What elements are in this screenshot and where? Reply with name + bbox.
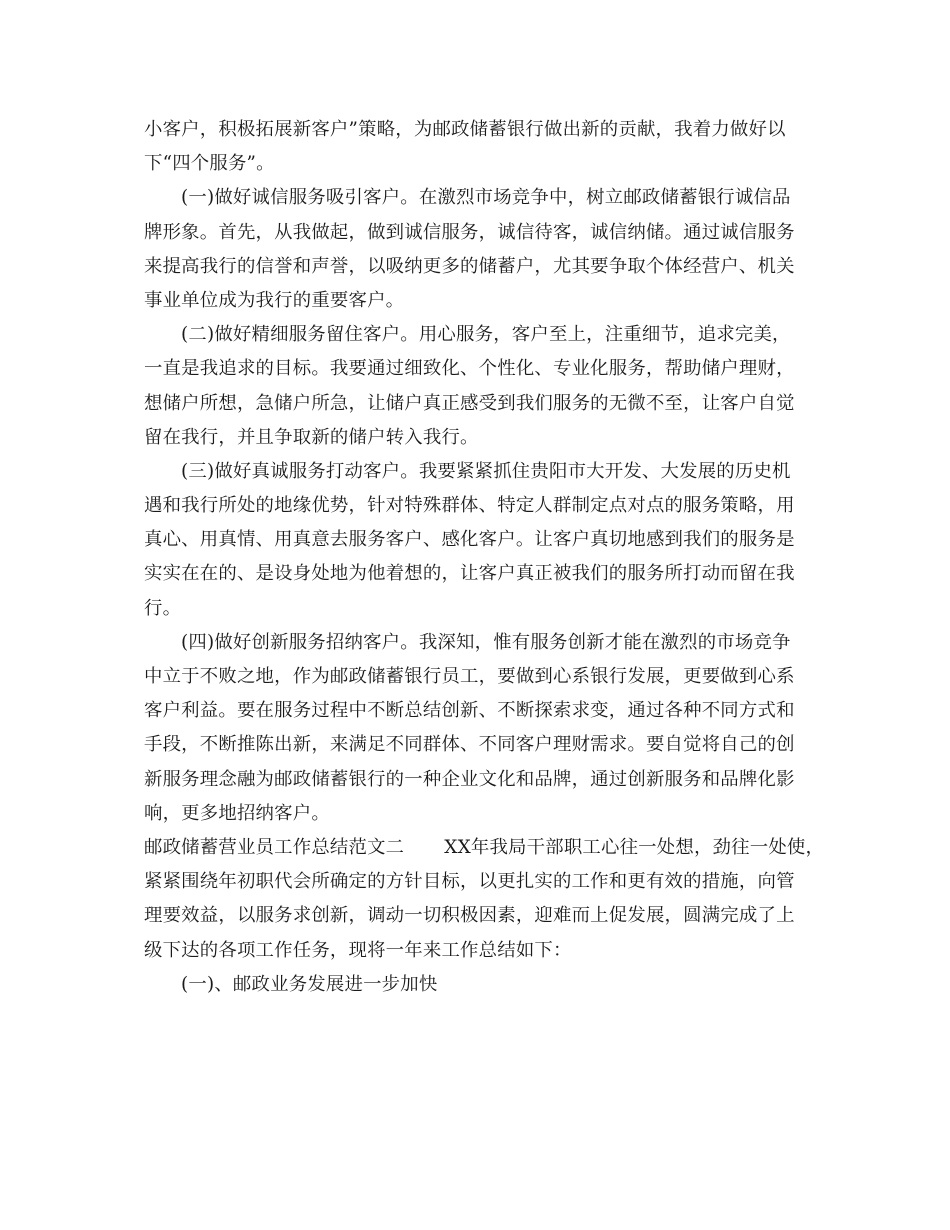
text-line: 来提高我行的信誉和声誉，以吸纳更多的储蓄户，尤其要争取个体经营户、机关 — [144, 255, 795, 277]
text-line: 留在我行，并且争取新的储户转入我行。 — [144, 426, 479, 448]
text-line: 客户利益。要在服务过程中不断总结创新、不断探索求变，通过各种不同方式和 — [144, 700, 795, 722]
section-heading-text: XX年我局干部职工心往一处想，劲往一处使， — [444, 836, 825, 858]
text-line: 级下达的各项工作任务，现将一年来工作总结如下： — [144, 939, 572, 961]
document-body — [144, 113, 825, 1002]
text-line: 响，更多地招纳客户。 — [144, 802, 330, 824]
paragraph-start: (四)做好创新服务招纳客户。我深知，惟有服务创新才能在激烈的市场竞争 — [181, 631, 791, 653]
text-line: 紧紧围绕年初职代会所确定的方针目标，以更扎实的工作和更有效的措施，向管 — [144, 871, 795, 893]
text-line: 小客户，积极拓展新客户”策略，为邮政储蓄银行做出新的贡献，我着力做好以 — [144, 119, 786, 140]
text-line: 理要效益，以服务求创新，调动一切积极因素，迎难而上促发展，圆满完成了上 — [144, 905, 795, 927]
text-line: 中立于不败之地，作为邮政储蓄银行员工，要做到心系银行发展，更要做到心系 — [144, 666, 795, 687]
text-line: 新服务理念融为邮政储蓄银行的一种企业文化和品牌，通过创新服务和品牌化影 — [144, 768, 795, 790]
text-line: 想储户所想，急储户所急，让储户真正感受到我们服务的无微不至，让客户自觉 — [144, 392, 795, 414]
text-line: 一直是我追求的目标。我要通过细致化、个性化、专业化服务，帮助储户理财， — [144, 358, 795, 380]
paragraph-start: (一)做好诚信服务吸引客户。在激烈市场竞争中，树立邮政储蓄银行诚信品 — [181, 187, 791, 209]
section-heading-title: 邮政储蓄营业员工作总结范文二 — [144, 836, 405, 858]
text-line: 真心、用真情、用真意去服务客户、感化客户。让客户真切地感到我们的服务是 — [144, 529, 795, 551]
text-line: 下“四个服务”。 — [144, 153, 275, 175]
paragraph-start: (二)做好精细服务留住客户。用心服务，客户至上，注重细节，追求完美， — [181, 324, 791, 346]
text-line: 手段，不断推陈出新，来满足不同群体、不同客户理财需求。要自觉将自己的创 — [144, 734, 795, 756]
text-line: 行。 — [144, 597, 182, 619]
paragraph-start: (三)做好真诚服务打动客户。我要紧紧抓住贵阳市大开发、大发展的历史机 — [181, 460, 791, 482]
section-heading-line — [144, 831, 825, 865]
text-line: 牌形象。首先，从我做起，做到诚信服务，诚信待客，诚信纳储。通过诚信服务 — [144, 221, 795, 243]
text-line: 遇和我行所处的地缘优势，针对特殊群体、特定人群制定点对点的服务策略，用 — [144, 495, 795, 517]
text-line: 事业单位成为我行的重要客户。 — [144, 289, 405, 311]
subsection-heading: (一)、邮政业务发展进一步加快 — [181, 973, 438, 995]
text-line: 实实在在的、是设身处地为他着想的，让客户真正被我们的服务所打动而留在我 — [144, 563, 795, 585]
